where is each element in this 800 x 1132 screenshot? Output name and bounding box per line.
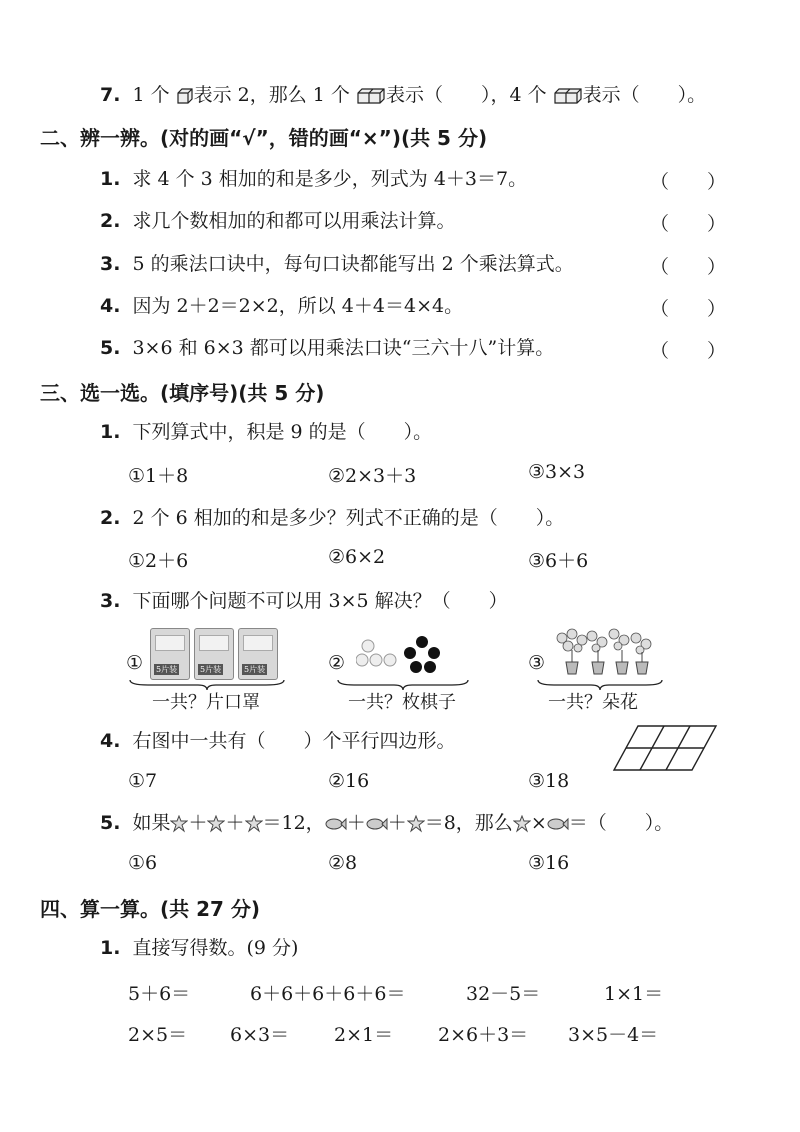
mask-bag-icon [150, 628, 190, 680]
s2-item-5-answer[interactable]: （ ） [650, 340, 727, 362]
s3-q3-caption-2: 一共？枚棋子 [348, 692, 456, 713]
double-cube-icon-2 [553, 87, 583, 105]
double-cube-icon [356, 87, 386, 105]
s3-q2-option-2[interactable]: ②6×2 [328, 546, 386, 568]
flower-icon [513, 815, 531, 833]
flower-icon [207, 815, 225, 833]
flower-icon [245, 815, 263, 833]
s3-q5-text-1: 如果 [132, 812, 171, 834]
s4-q1-number: 1. [100, 937, 121, 959]
s3-q5-plus-4: ＋ [387, 812, 407, 834]
s3-q1-option-2[interactable]: ②2×3＋3 [328, 465, 417, 487]
flower-icon [170, 815, 188, 833]
s2-item-1-number: 1. [100, 168, 121, 190]
mask-bag-icon [194, 628, 234, 680]
s2-item-3-text: 5 的乘法口诀中，每句口诀都能写出 2 个乘法算式。 [132, 253, 574, 275]
section-4-title: 四、算一算。(共 27 分) [40, 897, 261, 921]
s3-q3-caption-1: 一共？片口罩 [152, 692, 260, 713]
s3-q5-text-7: ＝8，那么 [424, 812, 513, 834]
chess-pieces-image [356, 636, 456, 676]
calc-item[interactable]: 6×3＝ [230, 1024, 290, 1046]
s4-q1 [100, 936, 298, 960]
s3-q5 [100, 811, 673, 835]
s3-q5-text-4: ＝12， [262, 812, 325, 834]
s2-item-3-answer[interactable]: （ ） [650, 256, 727, 278]
section-2-title: 二、辨一辨。(对的画“√”，错的画“×”)(共 5 分) [40, 126, 488, 150]
s3-q5-text-9: ＝（ ）。 [568, 812, 674, 834]
section-3-title: 三、选一选。(填序号)(共 5 分) [40, 381, 325, 405]
calc-item[interactable]: 2×6＋3＝ [438, 1024, 529, 1046]
s3-q5-option-1[interactable]: ①6 [128, 852, 158, 874]
s3-q2-text: 2 个 6 相加的和是多少？列式不正确的是（ ）。 [132, 507, 565, 529]
calc-item[interactable]: 3×5－4＝ [568, 1024, 659, 1046]
calc-item[interactable]: 2×5＝ [128, 1024, 188, 1046]
mask-bag-label: 5片装 [200, 665, 222, 674]
fish-icon [547, 817, 569, 831]
s3-q4-option-3[interactable]: ③18 [528, 770, 570, 792]
fish-icon [366, 817, 388, 831]
s3-q4-number: 4. [100, 730, 121, 752]
s3-q5-option-2[interactable]: ②8 [328, 852, 358, 874]
q7-line [100, 83, 706, 107]
s2-item-1 [100, 167, 527, 191]
s3-q3 [100, 589, 508, 613]
s3-q1 [100, 420, 432, 444]
s2-item-5-text: 3×6 和 6×3 都可以用乘法口诀“三六十八”计算。 [132, 337, 555, 359]
s3-q2-option-1[interactable]: ①2＋6 [128, 550, 189, 572]
s3-q4-option-1[interactable]: ①7 [128, 770, 158, 792]
s3-q5-plus-1: ＋ [188, 812, 208, 834]
s2-item-4-text: 因为 2＋2＝2×2，所以 4＋4＝4×4。 [132, 295, 464, 317]
s2-item-2-number: 2. [100, 210, 121, 232]
calc-item[interactable]: 2×1＝ [334, 1024, 394, 1046]
s3-q2 [100, 506, 564, 530]
s2-item-1-answer[interactable]: （ ） [650, 171, 727, 193]
s2-item-4-number: 4. [100, 295, 121, 317]
s2-item-2-text: 求几个数相加的和都可以用乘法计算。 [132, 210, 456, 232]
s3-q1-number: 1. [100, 421, 121, 443]
calc-item[interactable]: 6＋6＋6＋6＋6＝ [250, 983, 406, 1005]
fish-icon [325, 817, 347, 831]
s3-q4-option-2[interactable]: ②16 [328, 770, 370, 792]
s3-q3-caption-3: 一共？朵花 [548, 692, 638, 713]
s2-item-5 [100, 336, 554, 360]
s4-q1-text: 直接写得数。(9 分) [132, 937, 299, 959]
s3-q2-number: 2. [100, 507, 121, 529]
s3-q4 [100, 729, 455, 753]
s2-item-5-number: 5. [100, 337, 121, 359]
mask-bags-image [150, 628, 280, 680]
s3-q1-option-3[interactable]: ③3×3 [528, 461, 586, 483]
s2-item-2-answer[interactable]: （ ） [650, 213, 727, 235]
s2-item-3 [100, 252, 574, 276]
q7-number: 7. [100, 84, 121, 106]
s2-item-4 [100, 294, 463, 318]
s3-q4-text: 右图中一共有（ ）个平行四边形。 [132, 730, 456, 752]
s3-q5-option-3[interactable]: ③16 [528, 852, 570, 874]
s3-q5-plus-3: ＋ [346, 812, 366, 834]
s3-q3-option-1-marker[interactable]: ① [126, 652, 144, 674]
flower-pots-image [552, 628, 656, 676]
q7-text-4: 表示（ ）。 [582, 84, 707, 106]
mask-bag-label: 5片装 [156, 665, 178, 674]
s3-q3-option-3-marker[interactable]: ③ [528, 652, 546, 674]
mask-bag-icon [238, 628, 278, 680]
s2-item-4-answer[interactable]: （ ） [650, 298, 727, 320]
calc-item[interactable]: 1×1＝ [604, 983, 664, 1005]
s2-item-2 [100, 209, 455, 233]
mask-bag-label: 5片装 [244, 665, 266, 674]
s3-q3-option-2-marker[interactable]: ② [328, 652, 346, 674]
calc-item[interactable]: 5＋6＝ [128, 983, 191, 1005]
s2-item-3-number: 3. [100, 253, 121, 275]
q7-text-2: 表示 2，那么 1 个 [193, 84, 350, 106]
calc-item[interactable]: 32－5＝ [466, 983, 541, 1005]
parallelogram-grid-figure [612, 722, 720, 774]
q7-text-3: 表示（ ），4 个 [385, 84, 547, 106]
s3-q1-text: 下列算式中，积是 9 的是（ ）。 [132, 421, 433, 443]
s2-item-1-text: 求 4 个 3 相加的和是多少，列式为 4＋3＝7。 [132, 168, 528, 190]
flower-icon [407, 815, 425, 833]
s3-q3-number: 3. [100, 590, 121, 612]
s3-q5-plus-2: ＋ [225, 812, 245, 834]
s3-q5-number: 5. [100, 812, 121, 834]
q7-text-1: 1 个 [132, 84, 170, 106]
s3-q5-times: × [530, 812, 547, 834]
s3-q3-text: 下面哪个问题不可以用 3×5 解决？（ ） [132, 590, 508, 612]
s3-q2-option-3[interactable]: ③6＋6 [528, 550, 589, 572]
s3-q1-option-1[interactable]: ①1＋8 [128, 465, 189, 487]
single-cube-icon [176, 87, 194, 105]
